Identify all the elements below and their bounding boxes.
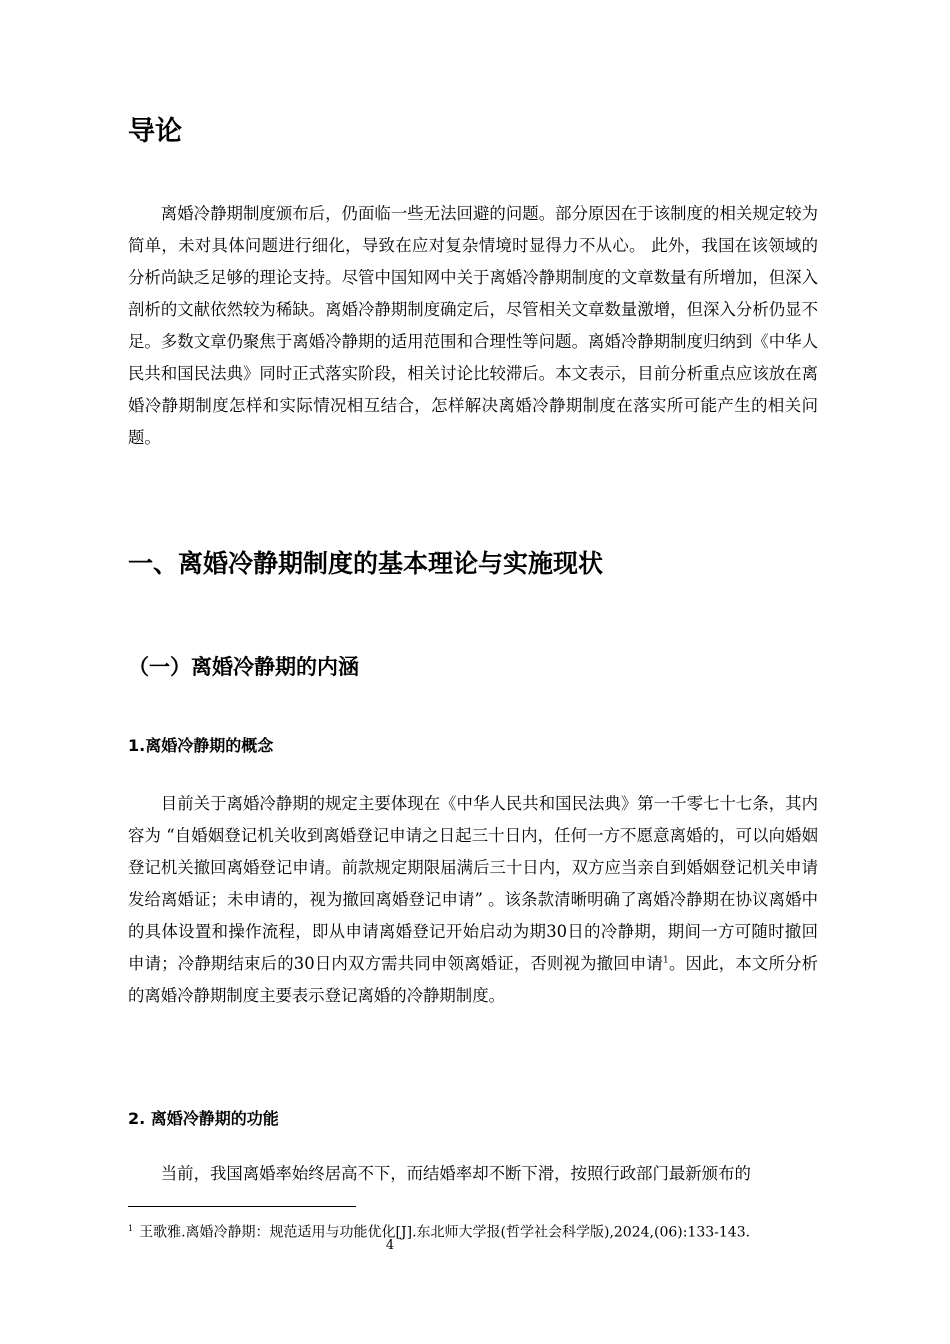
intro-paragraph: 离婚冷静期制度颁布后，仍面临一些无法回避的问题。部分原因在于该制度的相关规定较为简单，未对具体问题进行细化，导致在应对复杂情境时显得力不从心。 此外，我国在该领域的分析尚缺乏足够的理论支持。尽管中国知网中关于离婚冷静期制度的文章数量有所增加，但深入剖析的文献依然较为稀缺。离婚冷静期制度确定后，尽管相关文章数量激增，但深入分析仍显不足。多数文章仍聚焦于离婚冷静期的适用范围和合理性等问题。离婚冷静期制度归纳到《中华人民共和国民法典》同时正式落实阶段，相关讨论比较滞后。本文表示，目前分析重点应该放在离婚冷静期制度怎样和实际情况相互结合，怎样解决离婚冷静期制度在落实所可能产生的相关问题。 [128, 204, 818, 447]
footnote-text: 王歌雅.离婚冷静期：规范适用与功能优化[J].东北师大学报(哲学社会科学版),2024,(06):133-143. [139, 1224, 751, 1241]
concept-paragraph [128, 788, 818, 1012]
function-paragraph: 当前，我国离婚率始终居高不下，而结婚率却不断下滑，按照行政部门最新颁布的 [160, 1164, 751, 1183]
subsection-1-heading: 1.离婚冷静期的概念 [128, 736, 274, 755]
concept-paragraph-text: 目前关于离婚冷静期的规定主要体现在《中华人民共和国民法典》第一千零七十七条，其内容为 “自婚姻登记机关收到离婚登记申请之日起三十日内，任何一方不愿意离婚的，可以向婚姻登记机关撤回离婚登记申请。前款规定期限届满后三十日内，双方应当亲自到婚姻登记机关申请发给离婚证；未申请的，视为撤回离婚登记申请” 。该条款清晰明确了离婚冷静期在协议离婚中的具体设置和操作流程，即从申请离婚登记开始启动为期30日的冷静期，期间一方可随时撤回申请；冷静期结束后的30日内双方需共同申领离婚证，否则视为撤回申请 [128, 794, 818, 973]
subsection-2-heading: 2. 离婚冷静期的功能 [128, 1109, 279, 1128]
footnote-reference[interactable]: 1 [663, 955, 669, 966]
intro-heading: 导论 [128, 116, 182, 147]
section-1-heading: （一）离婚冷静期的内涵 [128, 655, 359, 679]
footnote-mark: 1 [128, 1224, 134, 1233]
concept-paragraph-text-end: 。因此，本文所分析的离婚冷静期制度主要表示登记离婚的冷静期制度。 [128, 954, 819, 1005]
footnote-separator [128, 1206, 356, 1207]
chapter-1-heading: 一、离婚冷静期制度的基本理论与实施现状 [128, 549, 604, 578]
page-number: 4 [385, 1238, 395, 1253]
